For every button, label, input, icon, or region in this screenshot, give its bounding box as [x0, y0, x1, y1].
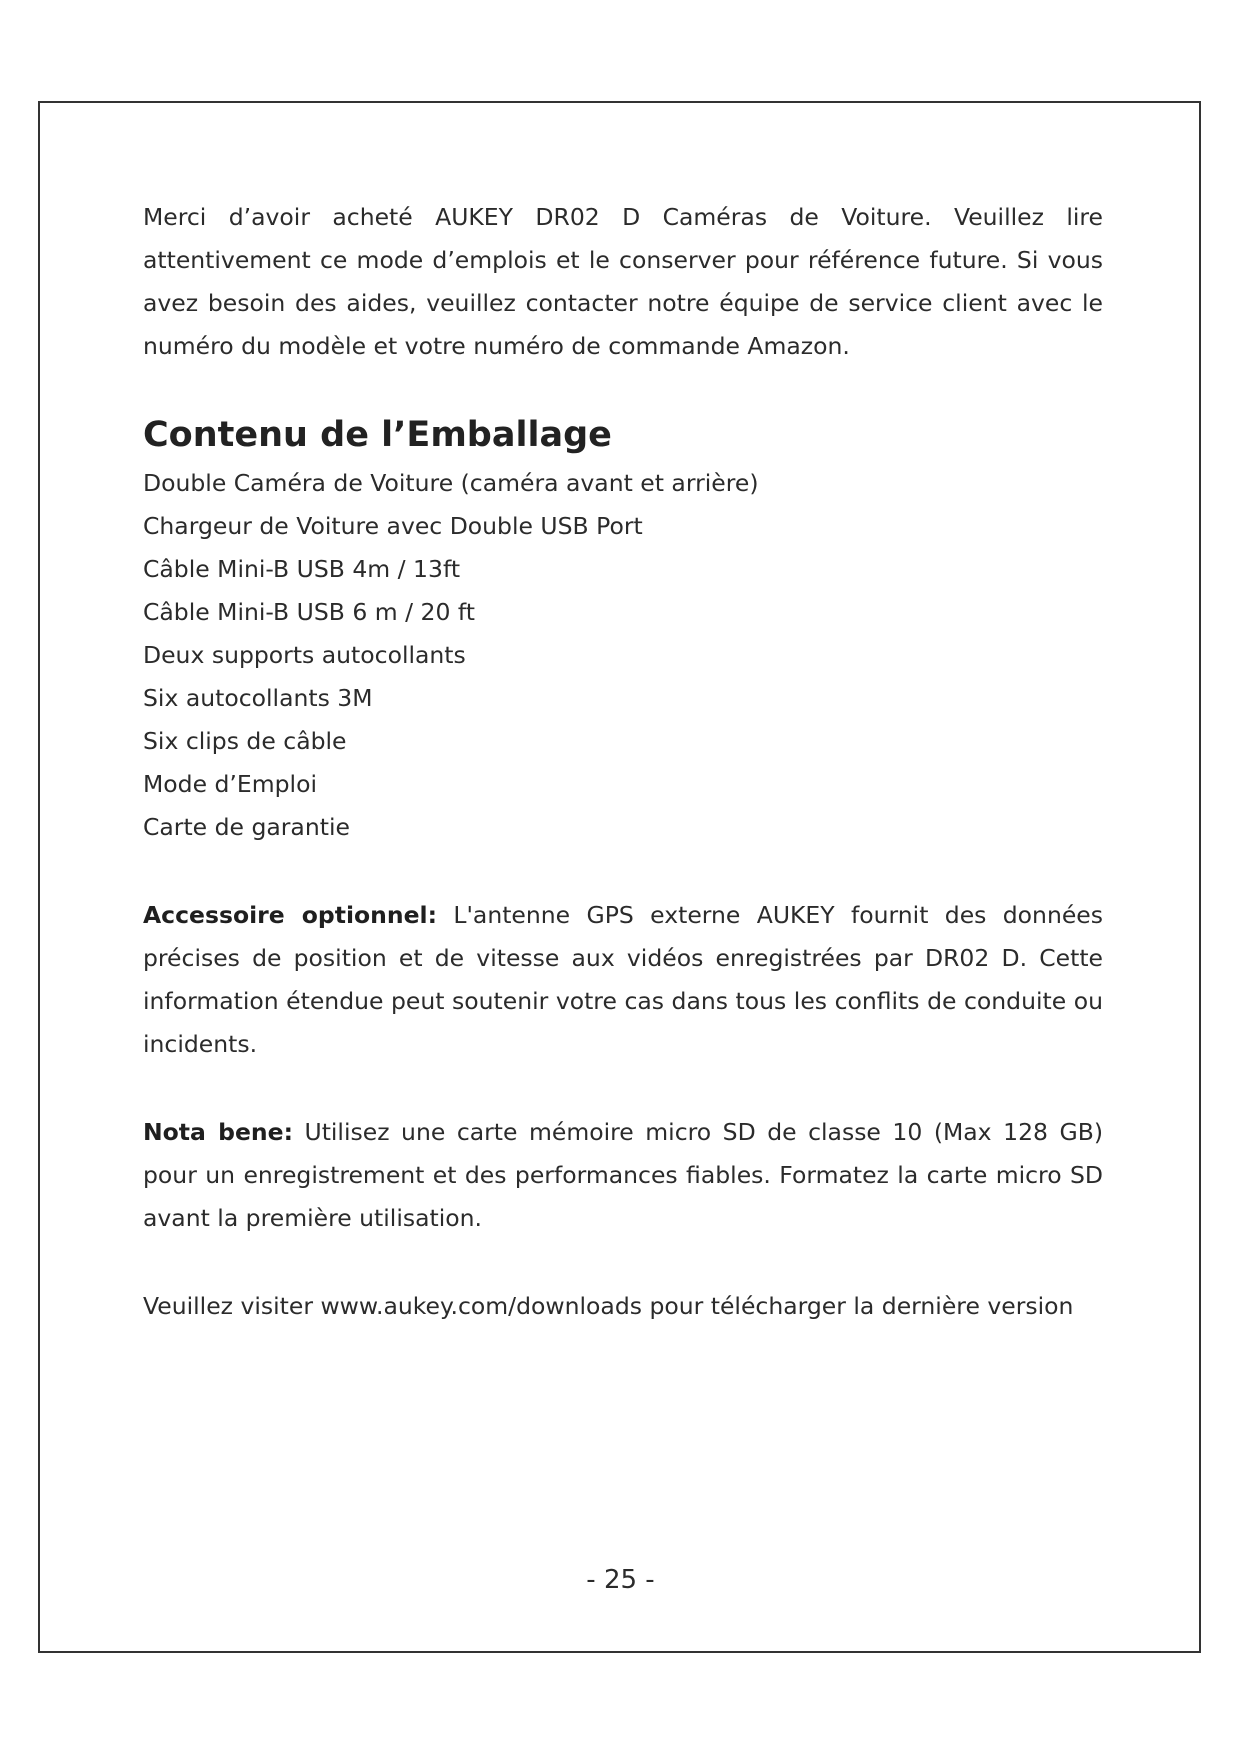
- accessory-text: L'antenne GPS externe AUKEY fournit des données précises de position et de vitesse aux vidéos enregistrées par DR02 D. Cette information étendue peut soutenir votre cas dans tous les conflits de conduite ou incidents.: [143, 901, 1103, 1058]
- accessory-paragraph: [143, 894, 1103, 1066]
- list-item: Chargeur de Voiture avec Double USB Port: [143, 512, 643, 540]
- page-number: - 25 -: [586, 1565, 655, 1595]
- page-content: [143, 196, 1103, 1328]
- nota-text: Utilisez une carte mémoire micro SD de classe 10 (Max 128 GB) pour un enregistrement et des performances fiables. Formatez la carte micro SD avant la première utilisation.: [143, 1118, 1103, 1232]
- accessory-label: Accessoire optionnel:: [143, 901, 438, 929]
- visit-paragraph: Veuillez visiter www.aukey.com/downloads pour télécharger la dernière version: [143, 1292, 1074, 1320]
- nota-paragraph: [143, 1111, 1103, 1240]
- section-heading: Contenu de l’Emballage: [143, 415, 612, 455]
- intro-paragraph: Merci d’avoir acheté AUKEY DR02 D Caméras de Voiture. Veuillez lire attentivement ce mode d’emplois et le conserver pour référence future. Si vous avez besoin des aides, veuillez contacter notre équipe de service client avec le numéro du modèle et votre numéro de commande Amazon.: [143, 203, 1103, 360]
- list-item: Six autocollants 3M: [143, 684, 373, 712]
- list-item: Câble Mini-B USB 4m / 13ft: [143, 555, 461, 583]
- list-item: Double Caméra de Voiture (caméra avant et arrière): [143, 469, 759, 497]
- list-item: Six clips de câble: [143, 727, 347, 755]
- list-item: Mode d’Emploi: [143, 770, 317, 798]
- list-item: Câble Mini-B USB 6 m / 20 ft: [143, 598, 475, 626]
- nota-label: Nota bene:: [143, 1118, 293, 1146]
- package-contents-list: [143, 462, 1103, 849]
- list-item: Deux supports autocollants: [143, 641, 466, 669]
- list-item: Carte de garantie: [143, 813, 350, 841]
